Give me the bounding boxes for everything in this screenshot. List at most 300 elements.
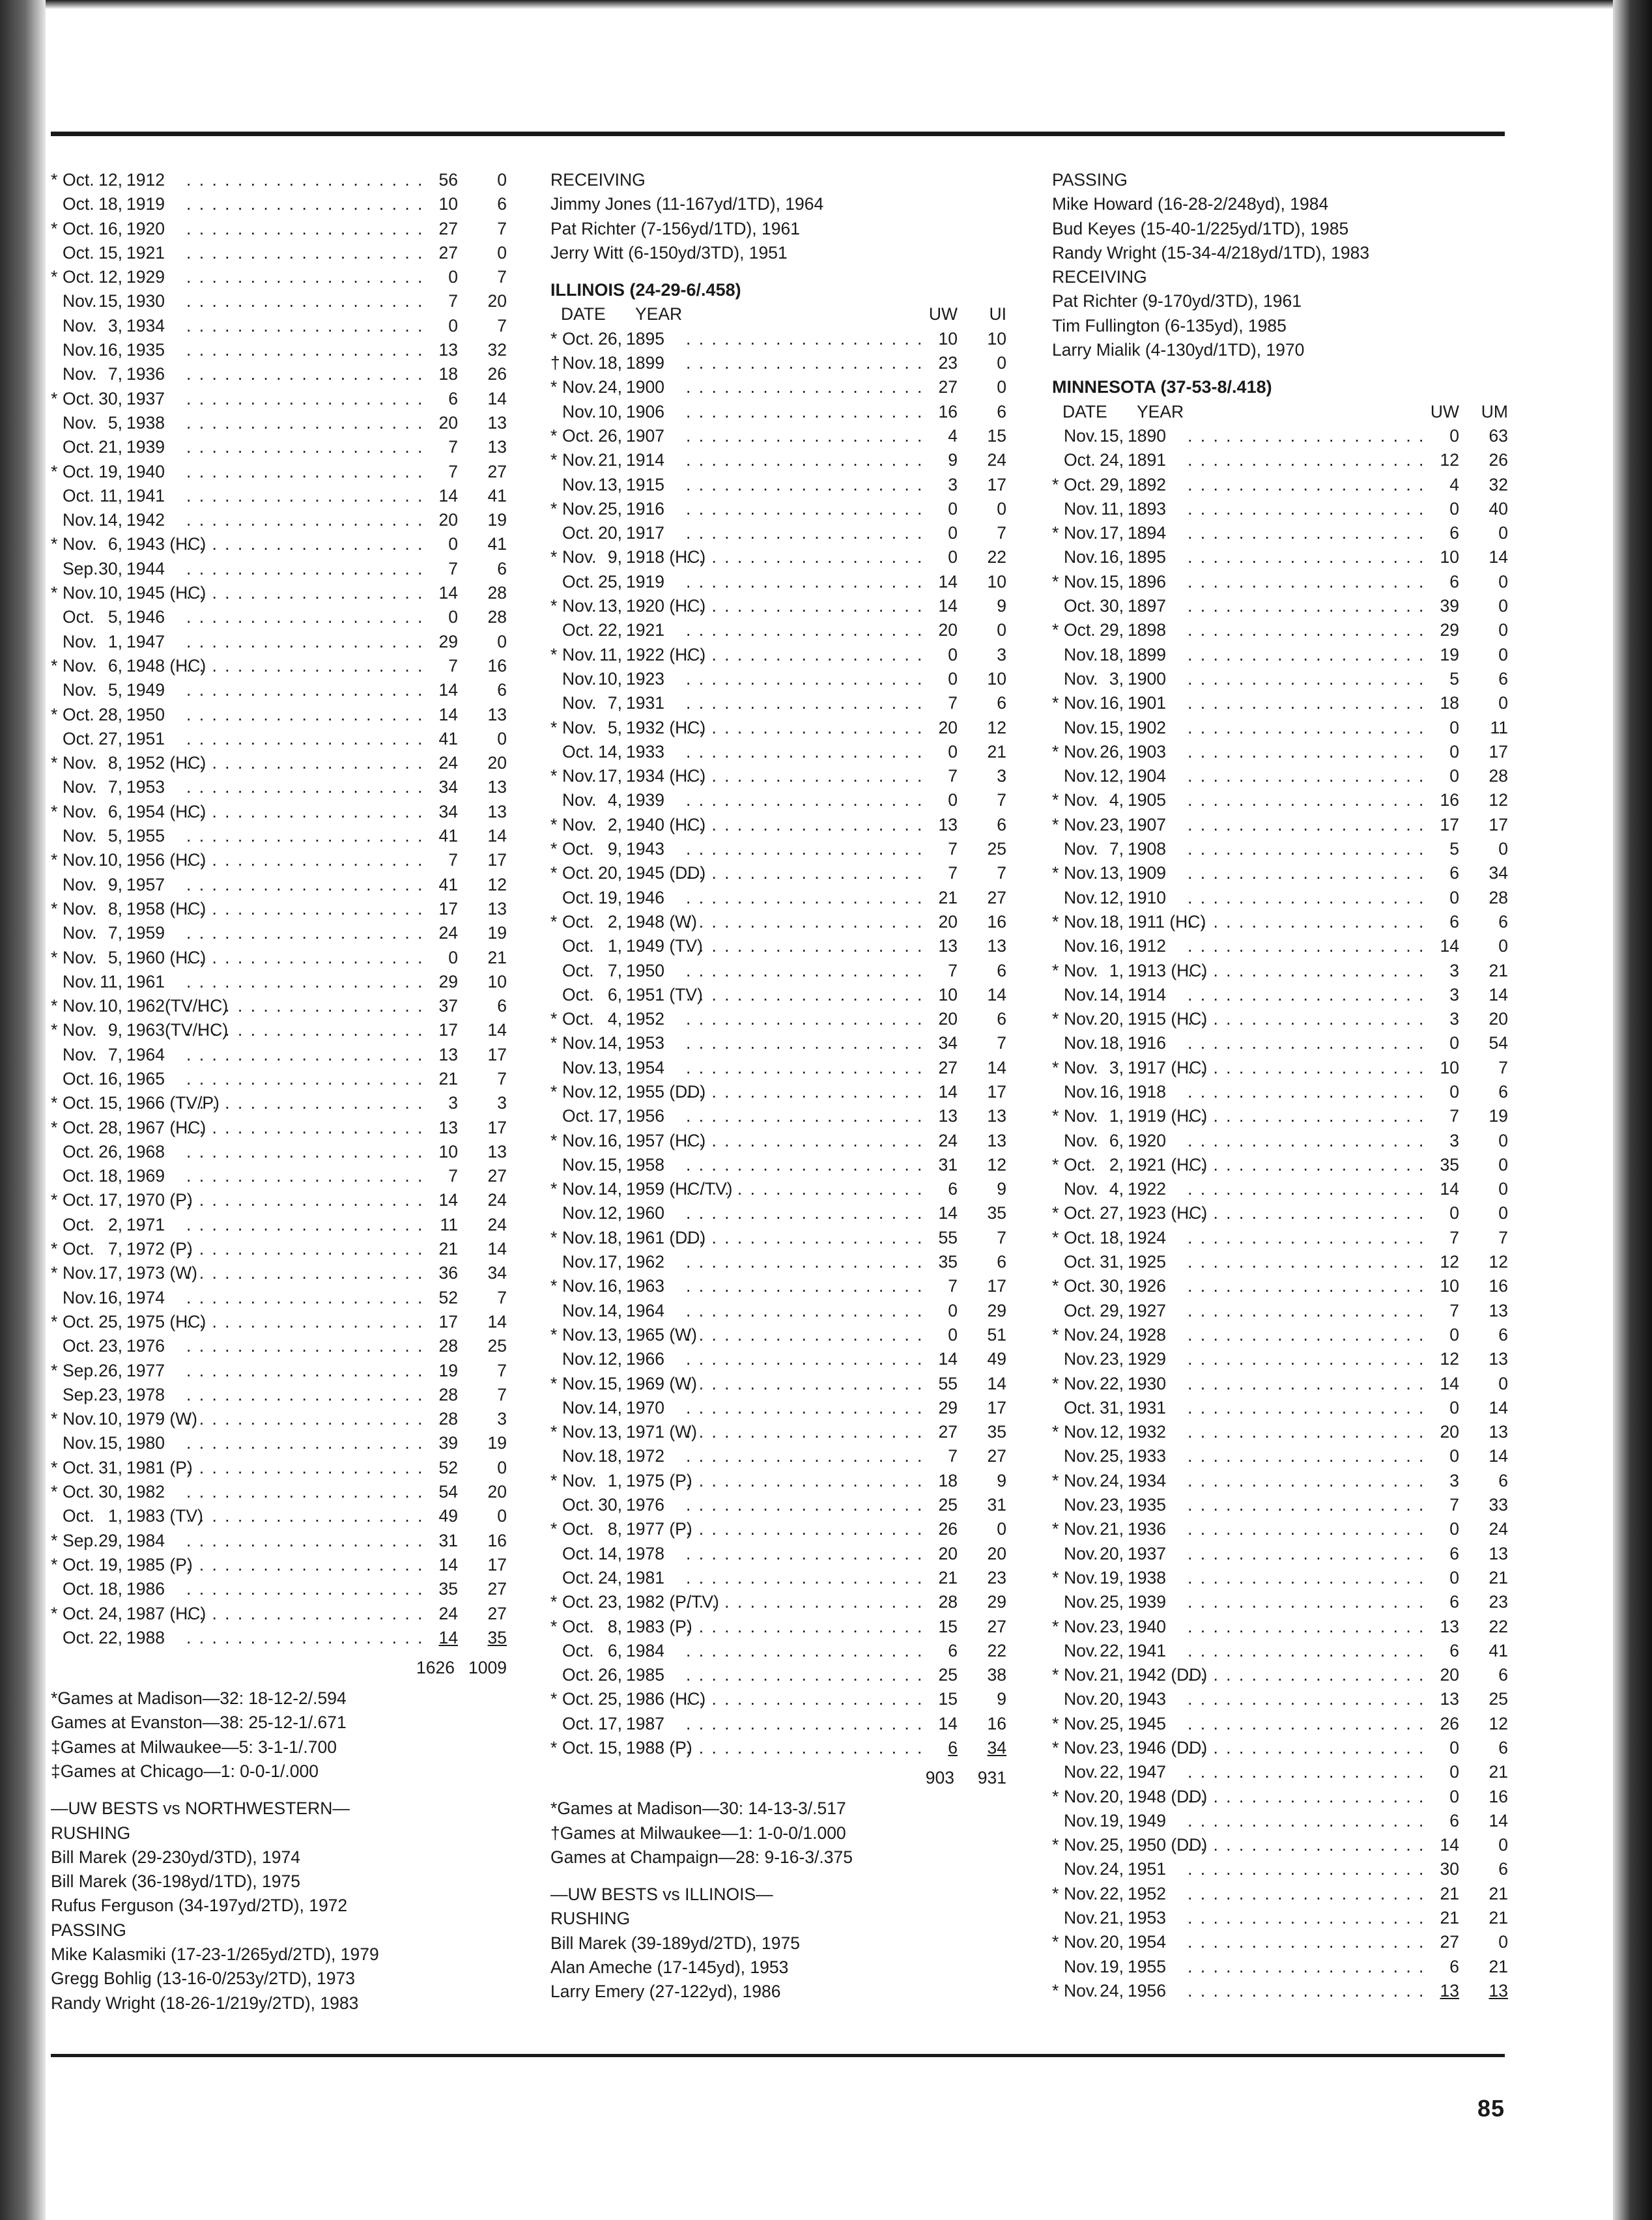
uw-score: 6 [1449, 571, 1459, 591]
uw-score: 7 [448, 437, 458, 457]
game-day: 16, [1100, 547, 1124, 567]
game-row [51, 1383, 507, 1407]
dot-leader [686, 740, 922, 764]
game-day: 7, [107, 1239, 122, 1259]
home-marker: * [550, 328, 558, 349]
game-row [51, 1286, 507, 1310]
game-day: 19, [98, 461, 122, 481]
game-row [1052, 448, 1508, 472]
game-year: 1928 [1128, 1324, 1166, 1345]
uw-score: 14 [438, 583, 458, 603]
uw-score: 0 [948, 498, 958, 519]
game-year: 1952 [1128, 1883, 1166, 1903]
game-year: 1979 (W) [126, 1409, 197, 1429]
dot-leader [686, 1517, 922, 1541]
dot-leader [186, 508, 422, 532]
uw-score: 3 [1449, 1470, 1459, 1490]
game-month: Nov. [1064, 1786, 1098, 1806]
uw-score: 24 [938, 1130, 958, 1150]
illinois-column [550, 168, 1006, 2004]
uw-score: 11 [440, 1214, 458, 1234]
game-row [1052, 473, 1508, 497]
opponent-score: 6 [1498, 911, 1508, 932]
opponent-score: 17 [487, 1554, 507, 1574]
game-day: 9, [107, 874, 122, 894]
home-marker: * [1052, 1470, 1059, 1490]
game-day: 15, [98, 242, 122, 263]
game-year: 1940 (HC) [626, 814, 706, 834]
passing-entry: Bud Keyes (15-40-1/225yd/1TD), 1985 [1052, 218, 1349, 238]
game-row [1052, 1906, 1508, 1930]
game-month: Nov. [63, 655, 97, 676]
game-month: Nov. [1064, 1883, 1098, 1903]
game-row [550, 643, 1006, 667]
home-marker: * [51, 850, 58, 870]
page-binding-edge [0, 0, 46, 2220]
game-day: 7, [107, 923, 122, 943]
uw-score: 18 [938, 1470, 958, 1490]
game-month: Nov. [1064, 1543, 1098, 1563]
dot-leader [1188, 1031, 1423, 1055]
game-row [550, 1372, 1006, 1396]
dot-leader [686, 1712, 922, 1736]
illinois-note: Games at Champaign—28: 9-16-3/.375 [550, 1847, 853, 1867]
game-month: Nov. [1064, 863, 1098, 883]
dot-leader [1188, 1955, 1423, 1979]
uw-score: 20 [938, 620, 958, 640]
dot-leader [1188, 1420, 1423, 1444]
game-month: Nov. [63, 1409, 97, 1429]
game-row [550, 983, 1006, 1007]
game-day: 30, [98, 1482, 122, 1502]
dot-leader [186, 1359, 422, 1383]
game-row [550, 375, 1006, 399]
dot-leader [186, 970, 422, 994]
game-row [51, 168, 507, 192]
game-year: 1892 [1128, 474, 1166, 494]
opponent-score: 16 [1488, 1786, 1508, 1806]
uw-score: 28 [938, 1592, 958, 1612]
game-year: 1963(TV/HC) [126, 1020, 229, 1040]
game-row [51, 1116, 507, 1140]
game-year: 1956 [626, 1106, 664, 1126]
dot-leader [1188, 1785, 1423, 1809]
game-year: 1976 [626, 1495, 664, 1515]
game-row [51, 387, 507, 411]
home-marker: * [51, 753, 58, 773]
game-month: Nov. [1064, 1713, 1098, 1733]
opponent-score: 9 [997, 596, 1006, 616]
game-month: Nov. [1064, 1033, 1098, 1053]
game-day: 10, [598, 401, 622, 421]
home-marker: * [550, 1616, 558, 1636]
opponent-score: 16 [987, 1713, 1006, 1733]
game-row [1052, 1177, 1508, 1201]
game-year: 1958 (HC) [126, 898, 206, 918]
game-year: 1948 (HC) [126, 655, 206, 676]
home-marker: * [550, 1519, 558, 1539]
dot-leader [1188, 594, 1423, 618]
game-row [1052, 1007, 1508, 1031]
game-row [1052, 1809, 1508, 1833]
home-marker: * [550, 425, 558, 446]
game-day: 2, [607, 814, 622, 834]
game-year: 1949 (TV) [626, 936, 703, 956]
home-marker: * [51, 801, 58, 821]
game-month: Oct. [562, 571, 594, 591]
uw-score: 14 [1440, 1179, 1459, 1199]
game-month: Oct. [63, 607, 94, 627]
home-marker: * [550, 1033, 558, 1053]
game-month: Nov. [63, 801, 97, 821]
dot-leader [186, 1140, 422, 1164]
home-marker: * [550, 498, 558, 519]
game-day: 24, [1100, 1859, 1124, 1879]
home-marker: * [550, 1081, 558, 1102]
opponent-score: 0 [1498, 1130, 1508, 1150]
home-marker: * [51, 1482, 58, 1502]
home-marker: * [51, 1360, 58, 1380]
game-row [550, 934, 1006, 958]
opponent-score: 32 [1488, 474, 1508, 494]
game-day: 18, [598, 353, 622, 373]
dot-leader [686, 1469, 922, 1493]
northwestern-note: *Games at Madison—32: 18-12-2/.594 [51, 1688, 347, 1709]
game-row [550, 545, 1006, 569]
game-month: Oct. [1064, 1203, 1096, 1223]
receiving-label: RECEIVING [550, 170, 646, 190]
home-marker: * [1052, 1835, 1059, 1855]
uw-score: 14 [938, 571, 958, 591]
game-row [1052, 934, 1508, 958]
game-year: 1962(TV/HC) [126, 996, 229, 1016]
opponent-score: 20 [1488, 1009, 1508, 1029]
game-year: 1911 (HC) [1128, 911, 1206, 932]
dot-leader [686, 1323, 922, 1347]
opponent-score: 24 [487, 1214, 507, 1234]
game-day: 5, [107, 680, 122, 700]
game-row [51, 1431, 507, 1455]
game-year: 1954 [626, 1057, 664, 1077]
game-month: Oct. [1064, 1252, 1096, 1272]
game-year: 1964 [126, 1044, 165, 1064]
dot-leader [1188, 1712, 1423, 1736]
home-marker: * [1052, 911, 1059, 932]
game-year: 1946 [126, 607, 165, 627]
game-month: Nov. [562, 1300, 597, 1320]
game-year: 1987 [626, 1713, 664, 1733]
home-marker: * [1052, 1932, 1059, 1952]
uw-score: 55 [938, 1227, 958, 1247]
uw-score: 14 [938, 1081, 958, 1102]
game-month: Nov. [1064, 1179, 1098, 1199]
game-year: 1966 [626, 1349, 664, 1369]
game-month: Oct. [63, 1093, 94, 1113]
dot-leader [686, 1566, 922, 1590]
opponent-score: 17 [987, 474, 1006, 494]
uw-score: 0 [948, 741, 958, 761]
dot-leader [686, 934, 922, 958]
game-row [51, 775, 507, 799]
uw-score: 6 [1449, 523, 1459, 543]
game-year: 1898 [1128, 620, 1166, 640]
opponent-score: 0 [1498, 1203, 1508, 1223]
home-marker: * [550, 1470, 558, 1490]
game-year: 1901 [1128, 693, 1166, 713]
game-year: 1919 (HC) [1128, 1106, 1208, 1126]
game-month: Nov. [63, 364, 97, 384]
dot-leader [186, 168, 422, 192]
uw-score: 0 [1449, 1203, 1459, 1223]
opponent-score: 49 [987, 1349, 1006, 1369]
uw-score: 0 [948, 1300, 958, 1320]
illinois-note: *Games at Madison—30: 14-13-3/.517 [550, 1799, 846, 1819]
opponent-score: 11 [1490, 717, 1508, 737]
opponent-score: 6 [1498, 668, 1508, 689]
game-month: Nov. [63, 850, 97, 870]
game-day: 3, [1109, 1057, 1124, 1077]
dot-leader [186, 751, 422, 775]
home-marker: * [51, 583, 58, 603]
dot-leader [186, 994, 422, 1018]
game-month: Nov. [63, 971, 97, 991]
dot-leader [1188, 1056, 1423, 1080]
game-day: 7, [107, 364, 122, 384]
receiving-entry: Larry Mialik (4-130yd/1TD), 1970 [1052, 340, 1305, 360]
uw-score: 10 [438, 194, 458, 214]
opponent-score: 13 [487, 412, 507, 433]
game-month: Nov. [1064, 547, 1098, 567]
game-row [51, 1626, 507, 1650]
game-day: 22, [98, 1627, 122, 1647]
uw-score: 6 [1449, 1640, 1459, 1660]
game-year: 1950 [126, 704, 165, 724]
game-row [1052, 1347, 1508, 1371]
northwestern-column [51, 168, 507, 2015]
home-marker: † [550, 353, 560, 373]
game-month: Nov. [63, 1044, 97, 1064]
uw-score: 0 [1449, 1519, 1459, 1539]
uw-score: 0 [1449, 717, 1459, 737]
game-month: Nov. [1064, 1324, 1098, 1345]
col-date-header: DATE [561, 304, 606, 324]
opponent-score: 7 [1498, 1227, 1508, 1247]
game-year: 1923 (HC) [1128, 1203, 1208, 1223]
dot-leader [186, 1431, 422, 1455]
game-row [51, 314, 507, 338]
uw-score: 16 [1440, 790, 1459, 810]
game-day: 15, [1100, 425, 1124, 446]
uw-score: 27 [938, 377, 958, 397]
game-day: 12, [598, 1081, 622, 1102]
game-row [550, 1031, 1006, 1055]
dot-leader [186, 921, 422, 945]
home-marker: * [51, 1409, 58, 1429]
game-row [51, 557, 507, 581]
uw-score: 6 [1449, 1956, 1459, 1976]
dot-leader [686, 1542, 922, 1566]
game-day: 25, [98, 1311, 122, 1331]
game-day: 15, [598, 1373, 622, 1393]
game-day: 16, [98, 1068, 122, 1089]
game-day: 21, [1100, 1665, 1124, 1685]
game-day: 9, [607, 839, 622, 859]
home-marker: * [550, 814, 558, 834]
game-month: Oct. [63, 194, 94, 214]
opponent-score: 16 [987, 911, 1006, 932]
dot-leader [686, 1201, 922, 1225]
game-day: 16, [98, 218, 122, 238]
uw-score: 31 [438, 1530, 458, 1550]
game-month: Nov. [1064, 1616, 1098, 1636]
game-year: 1900 [626, 377, 664, 397]
uw-score: 5 [1449, 668, 1459, 689]
dot-leader [186, 1407, 422, 1431]
game-month: Nov. [1064, 887, 1098, 907]
game-day: 15, [1100, 571, 1124, 591]
game-month: Nov. [1064, 1835, 1098, 1855]
home-marker: * [51, 1554, 58, 1574]
game-month: Nov. [562, 668, 597, 689]
game-day: 16, [1100, 693, 1124, 713]
game-month: Oct. [63, 218, 94, 238]
game-row [51, 1164, 507, 1188]
northwestern-totals [51, 1650, 507, 1680]
dot-leader [1188, 1274, 1423, 1298]
home-marker: * [51, 388, 58, 408]
game-row [51, 217, 507, 241]
game-month: Nov. [63, 826, 97, 846]
illinois-bests-title: —UW BESTS vs ILLINOIS— [550, 1885, 773, 1905]
game-year: 1917 (HC) [1128, 1057, 1208, 1077]
illinois-heading: ILLINOIS (24-29-6/.458) [550, 280, 741, 300]
opponent-score: 6 [1498, 1859, 1508, 1879]
game-year: 1941 [126, 485, 165, 505]
game-day: 23, [1100, 1738, 1124, 1758]
dot-leader [686, 1031, 922, 1055]
opponent-score: 22 [1488, 1616, 1508, 1636]
uw-score: 37 [438, 996, 458, 1016]
game-year: 1902 [1128, 717, 1166, 737]
uw-score: 6 [948, 1640, 958, 1660]
game-row [550, 1420, 1006, 1444]
opponent-score: 13 [1488, 1980, 1508, 2000]
home-marker: * [51, 1020, 58, 1040]
opponent-score: 35 [987, 1422, 1006, 1442]
opponent-score: 6 [997, 1009, 1006, 1029]
game-row [550, 837, 1006, 861]
game-month: Nov. [63, 947, 97, 967]
dot-leader [686, 570, 922, 594]
dot-leader [686, 1444, 922, 1468]
game-month: Nov. [562, 353, 597, 373]
uw-score: 24 [438, 923, 458, 943]
game-day: 14, [1100, 984, 1124, 1004]
illinois-note: †Games at Milwaukee—1: 1-0-0/1.000 [550, 1823, 846, 1843]
home-marker: * [550, 863, 558, 883]
dot-leader [686, 861, 922, 885]
northwestern-bests-title: —UW BESTS vs NORTHWESTERN— [51, 1799, 350, 1819]
game-row [550, 1347, 1006, 1371]
opponent-score: 35 [487, 1627, 507, 1647]
game-row [550, 1542, 1006, 1566]
game-row [51, 1334, 507, 1358]
game-year: 1949 [1128, 1810, 1166, 1830]
opponent-score: 0 [497, 242, 507, 263]
dot-leader [1188, 716, 1423, 740]
game-row [550, 959, 1006, 983]
game-row [1052, 1542, 1508, 1566]
dot-leader [686, 910, 922, 934]
game-month: Nov. [1064, 1810, 1098, 1830]
opponent-score: 22 [987, 1640, 1006, 1660]
opponent-score: 28 [487, 583, 507, 603]
game-row [550, 1493, 1006, 1517]
game-day: 18, [1100, 644, 1124, 664]
uw-score: 14 [938, 596, 958, 616]
game-month: Nov. [1064, 1932, 1098, 1952]
game-year: 1960 (HC) [126, 947, 206, 967]
opponent-score: 13 [487, 704, 507, 724]
game-month: Nov. [562, 717, 597, 737]
game-day: 12, [1100, 887, 1124, 907]
game-day: 16, [1100, 936, 1124, 956]
opponent-score: 0 [497, 631, 507, 651]
game-day: 17, [598, 1106, 622, 1126]
game-day: 26, [98, 1141, 122, 1161]
opponent-score: 21 [487, 947, 507, 967]
game-day: 25, [1100, 1713, 1124, 1733]
game-day: 15, [598, 1154, 622, 1174]
uw-score: 35 [438, 1579, 458, 1599]
game-row [1052, 983, 1508, 1007]
game-day: 6, [1109, 1130, 1124, 1150]
uw-score: 0 [948, 790, 958, 810]
game-day: 7, [607, 693, 622, 713]
uw-score: 26 [938, 1519, 958, 1539]
game-day: 15, [98, 291, 122, 311]
uw-score: 7 [448, 461, 458, 481]
home-marker: * [51, 898, 58, 918]
opponent-score: 28 [1488, 887, 1508, 907]
dot-leader [186, 581, 422, 605]
uw-score: 0 [1449, 1786, 1459, 1806]
uw-score: 14 [938, 1713, 958, 1733]
dot-leader [1188, 1542, 1423, 1566]
northwestern-rushing-label: RUSHING [51, 1823, 131, 1843]
game-month: Oct. [562, 887, 594, 907]
game-day: 1, [607, 936, 622, 956]
uw-score: 27 [438, 242, 458, 263]
uw-score: 7 [448, 850, 458, 870]
opponent-score: 14 [487, 1020, 507, 1040]
uw-score: 21 [438, 1068, 458, 1089]
opponent-score: 17 [987, 1397, 1006, 1417]
game-day: 10, [598, 668, 622, 689]
game-row [550, 521, 1006, 545]
game-day: 30, [1100, 596, 1124, 616]
uw-score: 26 [1440, 1713, 1459, 1733]
uw-score: 7 [1449, 1300, 1459, 1320]
dot-leader [686, 1687, 922, 1711]
northwestern-passing-entry: Randy Wright (18-26-1/219y/2TD), 1983 [51, 1993, 359, 2013]
dot-leader [686, 521, 922, 545]
game-row [550, 400, 1006, 424]
opponent-score: 27 [487, 1603, 507, 1623]
game-year: 1922 [1128, 1179, 1166, 1199]
dot-leader [186, 1553, 422, 1577]
game-month: Oct. [562, 425, 594, 446]
